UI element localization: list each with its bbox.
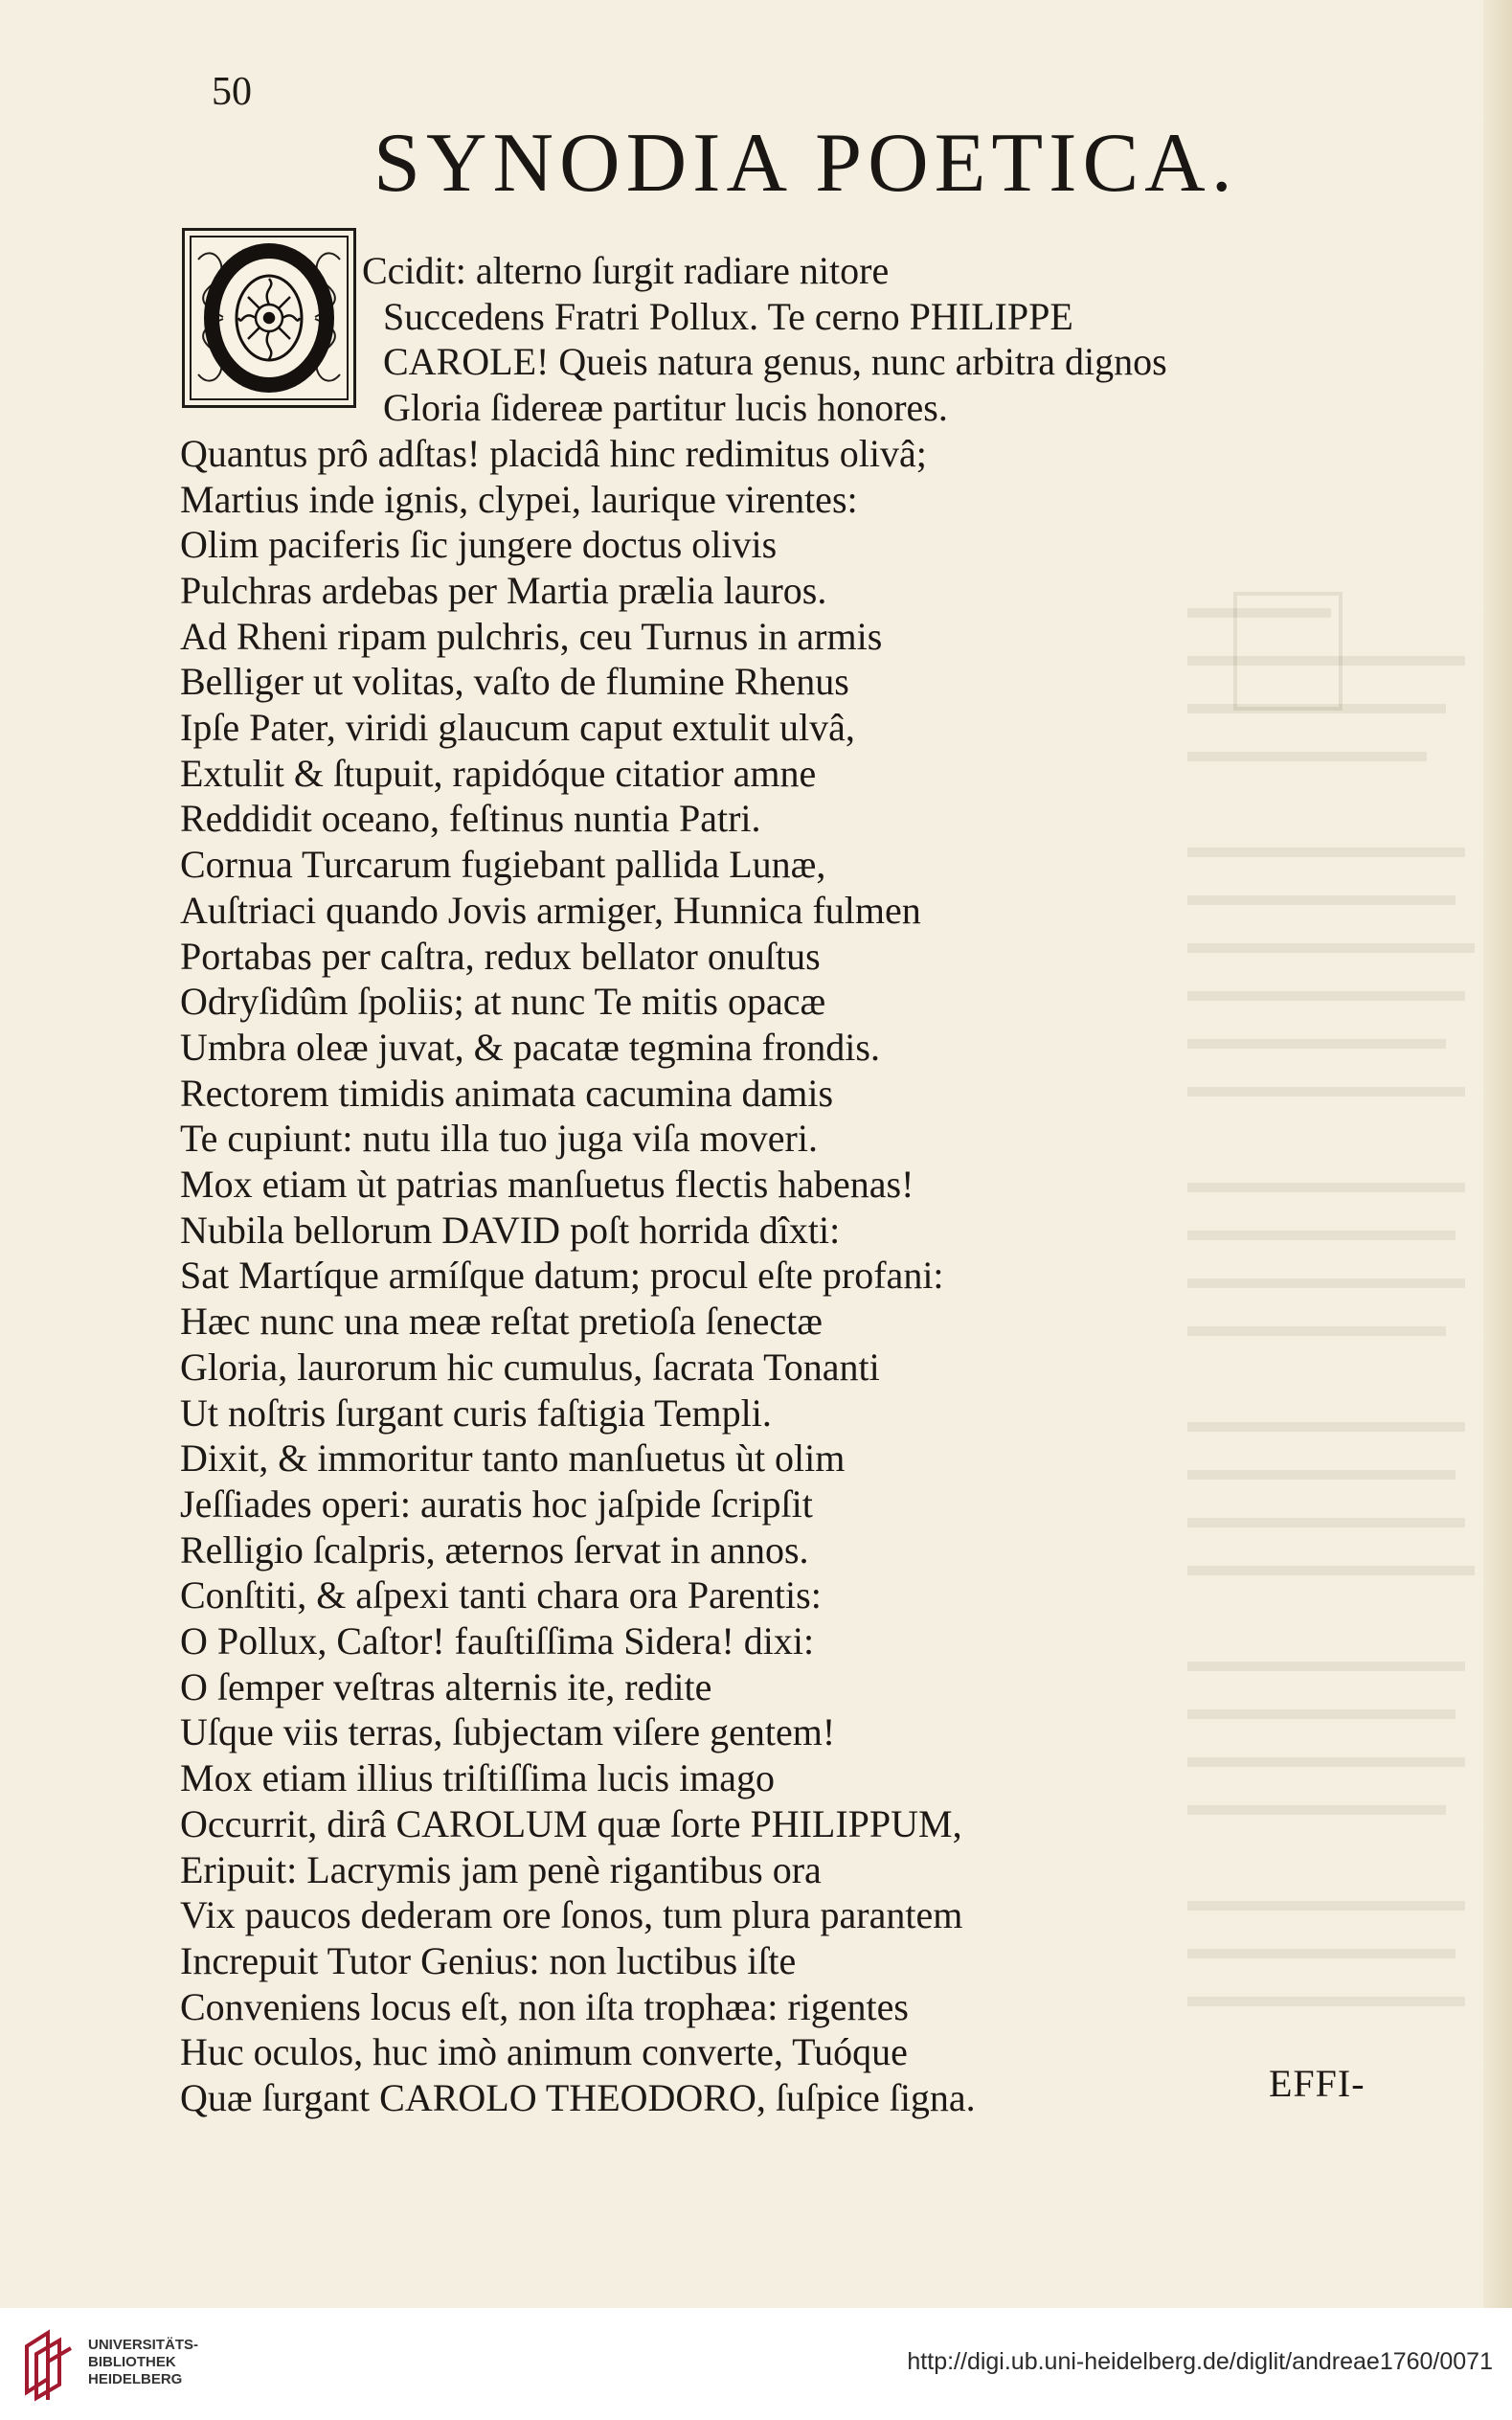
poem-line: Ipſe Pater, viridi glaucum caput extulit ulvâ, (180, 706, 855, 749)
poem-line: Umbra oleæ juvat, & pacatæ tegmina frondis. (180, 1026, 880, 1069)
poem-line: Te cupiunt: nutu illa tuo juga viſa moveri. (180, 1117, 818, 1160)
poem-line: Pulchras ardebas per Martia prælia lauros. (180, 569, 827, 612)
decorated-initial (182, 228, 356, 408)
poem-line: Succedens Fratri Pollux. Te cerno PHILIPPE (383, 295, 1073, 338)
poem-line: Ut noſtris ſurgant curis faſtigia Templi. (180, 1391, 772, 1435)
poem-line: O Pollux, Caſtor! fauſtiſſima Sidera! dixi: (180, 1619, 815, 1662)
poem-line: Belliger ut volitas, vaſto de flumine Rhenus (180, 660, 849, 703)
poem-line: Vix paucos dederam ore ſonos, tum plura parantem (180, 1893, 963, 1936)
poem-line: Cornua Turcarum fugiebant pallida Lunæ, (180, 843, 826, 886)
poem-line: Gloria, laurorum hic cumulus, ſacrata Tonanti (180, 1346, 880, 1389)
poem-line: Olim paciferis ſic jungere doctus olivis (180, 523, 778, 566)
poem-line: Huc oculos, huc imò animum converte, Tuóque (180, 2030, 908, 2073)
poem-line: Extulit & ſtupuit, rapidóque citatior amne (180, 752, 817, 795)
poem-line: O ſemper veſtras alternis ite, redite (180, 1665, 712, 1708)
poem-line: Increpuit Tutor Genius: non luctibus iſte (180, 1939, 797, 1982)
poem-line: Nubila bellorum DAVID poſt horrida dîxti: (180, 1209, 841, 1252)
page-title: SYNODIA POETICA. (373, 117, 1238, 210)
poem-line: Gloria ſidereæ partitur lucis honores. (383, 386, 948, 429)
permalink-url[interactable]: http://digi.ub.uni-heidelberg.de/diglit/andreae1760/0071 (907, 2348, 1493, 2375)
library-name[interactable] (88, 2337, 198, 2388)
poem-line: Dixit, & immoritur tanto manſuetus ùt olim (180, 1436, 846, 1480)
poem-line: Odryſidûm ſpoliis; at nunc Te mitis opacæ (180, 980, 826, 1023)
poem-line: Quantus prô adſtas! placidâ hinc redimitus olivâ; (180, 432, 927, 475)
library-name-line2: BIBLIOTHEK (88, 2354, 176, 2370)
poem-line: Jeſſiades operi: auratis hoc jaſpide ſcripſit (180, 1482, 813, 1526)
ornament-initial-icon (185, 231, 353, 405)
poem-line: Reddidit oceano, feſtinus nuntia Patri. (180, 797, 761, 840)
poem-line: Hæc nunc una meæ reſtat pretioſa ſenectæ (180, 1300, 823, 1343)
poem-line: Conveniens locus eſt, non iſta trophæa: rigentes (180, 1985, 909, 2028)
library-name-line3: HEIDELBERG (88, 2371, 183, 2387)
library-name-line1: UNIVERSITÄTS- (88, 2337, 199, 2353)
initial-letter: O (268, 394, 270, 395)
page-number: 50 (212, 70, 252, 114)
poem-line: Rectorem timidis animata cacumina damis (180, 1072, 834, 1115)
poem-line: Sat Martíque armíſque datum; procul eſte profani: (180, 1254, 944, 1297)
poem-line: Eripuit: Lacrymis jam penè rigantibus ora (180, 1848, 822, 1891)
poem-line: Uſque viis terras, ſubjectam viſere gentem! (180, 1710, 836, 1753)
poem-line: CAROLE! Queis natura genus, nunc arbitra dignos (383, 340, 1167, 383)
viewer-footer (0, 2308, 1512, 2420)
poem-line: Quæ ſurgant CAROLO THEODORO, ſuſpice ſigna. (180, 2076, 976, 2119)
poem-line: Mox etiam ùt patrias manſuetus flectis habenas! (180, 1163, 914, 1206)
poem-line: Auſtriaci quando Jovis armiger, Hunnica fulmen (180, 889, 921, 932)
poem-line: Portabas per caſtra, redux bellator onuſtus (180, 935, 821, 978)
poem-line: Ad Rheni ripam pulchris, ceu Turnus in armis (180, 615, 883, 658)
library-logo-icon[interactable] (19, 2325, 80, 2402)
poem-line: Ccidit: alterno ſurgit radiare nitore (362, 249, 890, 292)
poem-line: Mox etiam illius triſtiſſima lucis imago (180, 1756, 776, 1799)
catchword: EFFI- (1269, 2062, 1365, 2105)
show-through-marks (1178, 575, 1494, 2155)
poem-line: Conſtiti, & aſpexi tanti chara ora Parentis: (180, 1573, 822, 1617)
poem-line: Martius inde ignis, clypei, laurique virentes: (180, 478, 858, 521)
poem-line: Relligio ſcalpris, æternos ſervat in annos. (180, 1528, 809, 1572)
poem-line: Occurrit, dirâ CAROLUM quæ ſorte PHILIPPUM, (180, 1802, 962, 1845)
